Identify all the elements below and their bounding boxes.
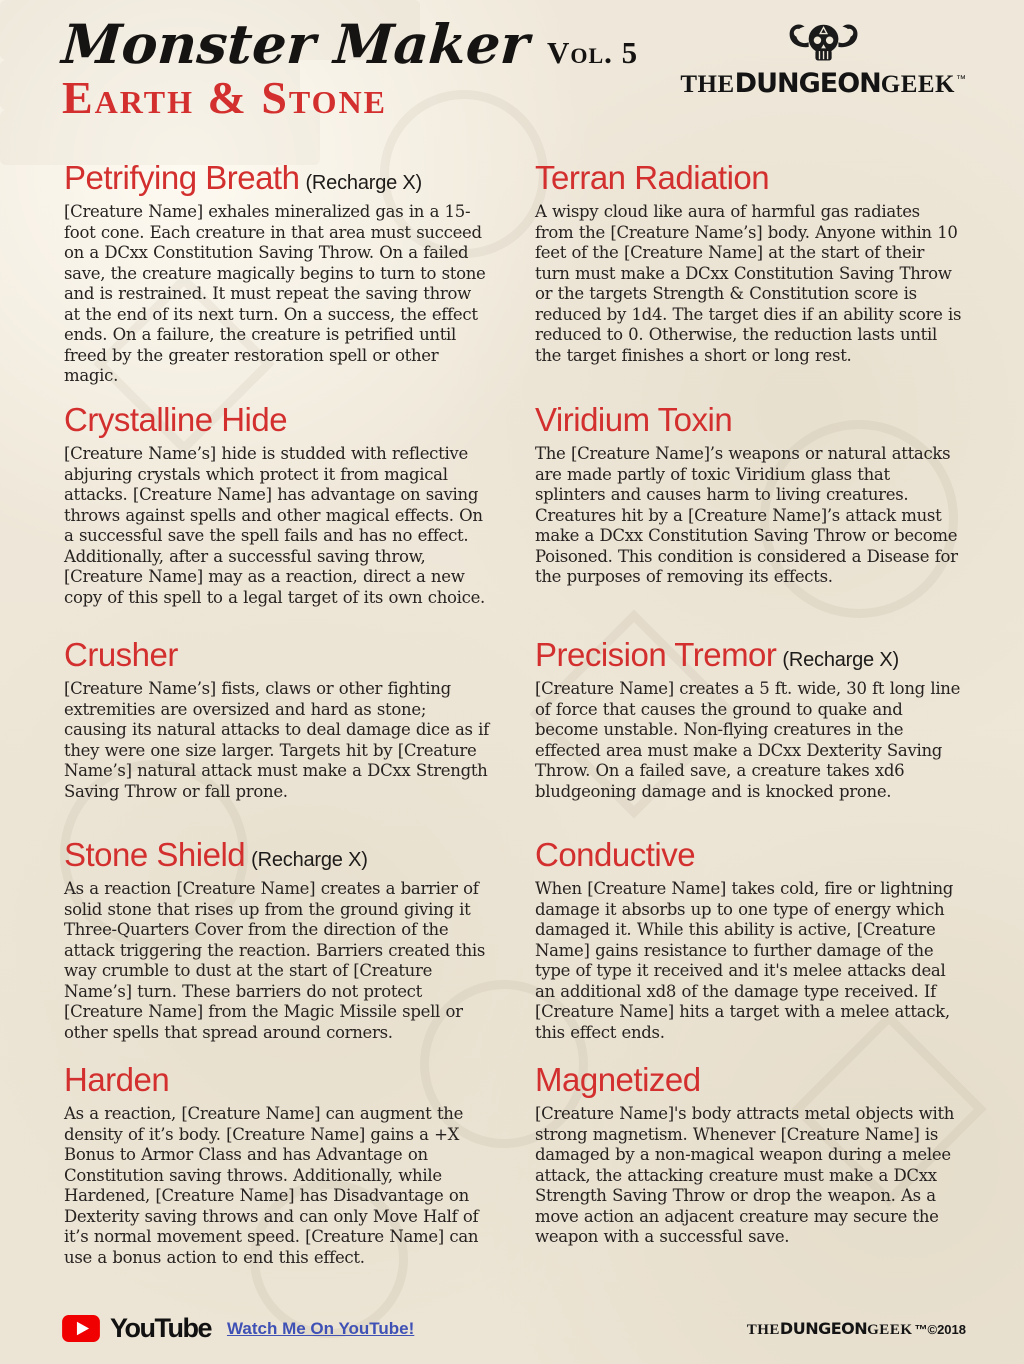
title-block (59, 12, 639, 123)
footer-brand-geek: GEEK (867, 1321, 913, 1338)
section-body: As a reaction, [Creature Name] can augment the density of it’s body. [Creature Name] gains a +X Bonus to Armor Class and has Advantage on Constitution saving throws. Additionally, while Hardened, [Creature Name] has Disadvantage on Dexterity saving throws and can only Move Half of it’s normal movement speed. [Creature Name] can use a bonus action to end this effect. (64, 1104, 479, 1267)
brand-dungeon: DUNGEON (734, 68, 881, 99)
section-stone-shield (64, 835, 491, 1043)
brand-logo (680, 20, 966, 99)
section-title: Terran Radiation (535, 158, 770, 196)
section-title: Stone Shield (Recharge X) (64, 835, 368, 873)
recharge-tag: (Recharge X) (251, 848, 368, 871)
section-body: [Creature Name] creates a 5 ft. wide, 30 ft long line of force that causes the ground to quake and become unstable. Non-flying creatures in the effected area must make a DCxx Dexterity Saving Throw. On a failed save, a creature takes xd6 bludgeoning damage and is knocked prone. (535, 679, 961, 801)
recharge-tag: (Recharge X) (305, 171, 423, 194)
section-body: [Creature Name]'s body attracts metal objects with strong magnetism. Whenever [Creature Name] is damaged by a non-magical weapon during a melee attack, the attacking creature must make a DCxx Strength Saving Throw or drop the weapon. As a move action an adjacent creature may secure the weapon with a successful save. (535, 1104, 955, 1247)
section-title: Harden (64, 1060, 170, 1098)
brand-wordmark (680, 68, 966, 99)
section-body: A wispy cloud like aura of harmful gas radiates from the [Creature Name’s] body. Anyone within 10 feet of the [Creature Name] at the start of their turn must make a DCxx Constitution Saving Throw or the targets Strength & Constitution score is reduced by 1d4. The target dies if an ability score is reduced to 0. Otherwise, the reduction lasts until the target finishes a short or long rest. (535, 202, 962, 365)
volume-label: Vol. 5 (547, 35, 639, 70)
section-conductive (535, 835, 962, 1043)
page-subtitle: Earth & Stone (62, 71, 388, 123)
section-title: Petrifying Breath (Recharge X) (64, 158, 423, 196)
abilities-grid (0, 121, 1024, 1268)
youtube-link[interactable]: Watch Me On YouTube! (226, 1318, 415, 1338)
section-crusher (64, 635, 491, 802)
footer-brand-suffix: ™©2018 (914, 1321, 966, 1337)
section-body: [Creature Name’s] hide is studded with reflective abjuring crystals which protect it from magical attacks. [Creature Name] has advantage on saving throws against spells and other magical effects. On a successful save the spell fails and has no effect. Additionally, after a successful saving throw, [Creature Name] may as a reaction, direct a new copy of this spell to a legal target of its own choice. (64, 444, 486, 607)
page-footer (0, 1313, 1024, 1364)
section-harden (64, 1060, 491, 1268)
section-crystalline-hide (64, 400, 491, 608)
section-body: When [Creature Name] takes cold, fire or lightning damage it absorbs up to one type of energy which damaged it. While this ability is active, [Creature Name] gains resistance to further damage of the type of type it received and it's melee attacks deal an additional xd8 of the damage type received. If [Creature Name] hits a target with a melee attack, this effect ends. (535, 879, 954, 1042)
section-terran-radiation (535, 158, 962, 366)
section-title: Viridium Toxin (535, 400, 733, 438)
brand-tm: ™ (956, 74, 966, 85)
youtube-play-icon (62, 1315, 100, 1342)
brand-the: THE (680, 71, 735, 98)
brand-geek: GEEK (880, 71, 955, 98)
footer-brand (747, 1319, 966, 1339)
recharge-tag: (Recharge X) (782, 648, 899, 671)
section-title: Crusher (64, 635, 178, 673)
section-petrifying-breath (64, 158, 491, 387)
section-body: [Creature Name] exhales mineralized gas in a 15-foot cone. Each creature in that area must succeed on a DCxx Constitution Saving Throw. On a failed save, the creature magically begins to turn to stone and is restrained. It must repeat the saving throw at the end of its next turn. On a success, the effect ends. On a failure, the creature is petrified until freed by the greater restoration spell or other magic. (64, 202, 486, 385)
footer-brand-the: THE (746, 1321, 780, 1338)
section-title: Crystalline Hide (64, 400, 288, 438)
section-title: Magnetized (535, 1060, 701, 1098)
section-title: Precision Tremor (Recharge X) (535, 635, 899, 673)
page-header (0, 0, 1024, 121)
section-body: [Creature Name’s] fists, claws or other fighting extremities are oversized and hard as stone; causing its natural attacks to deal damage dice as if they were one size larger. Targets hit by [Creature Name’s] natural attack must make a DCxx Strength Saving Throw or fall prone. (64, 679, 489, 801)
youtube-wordmark: YouTube (110, 1313, 211, 1343)
section-precision-tremor (535, 635, 962, 802)
section-viridium-toxin (535, 400, 962, 588)
footer-brand-dungeon: DUNGEON (779, 1318, 868, 1338)
skull-horns-icon (783, 20, 864, 70)
section-body: The [Creature Name]’s weapons or natural attacks are made partly of toxic Viridium glass that splinters and causes harm to living creatures. Creatures hit by a [Creature Name]’s attack must make a DCxx Constitution Saving Throw or become Poisoned. This condition is considered a Disease for the purposes of removing its effects. (535, 444, 958, 587)
page-title: Monster Maker (59, 12, 532, 76)
section-title: Conductive (535, 835, 696, 873)
youtube-promo (62, 1313, 414, 1344)
section-magnetized (535, 1060, 962, 1248)
section-body: As a reaction [Creature Name] creates a barrier of solid stone that rises up from the ground giving it Three-Quarters Cover from the direction of the attack triggering the reaction. Barriers created this way crumble to dust at the start of [Creature Name’s] turn. These barriers do not protect [Creature Name] from the Magic Missile spell or other spells that spread around corners. (64, 879, 486, 1042)
